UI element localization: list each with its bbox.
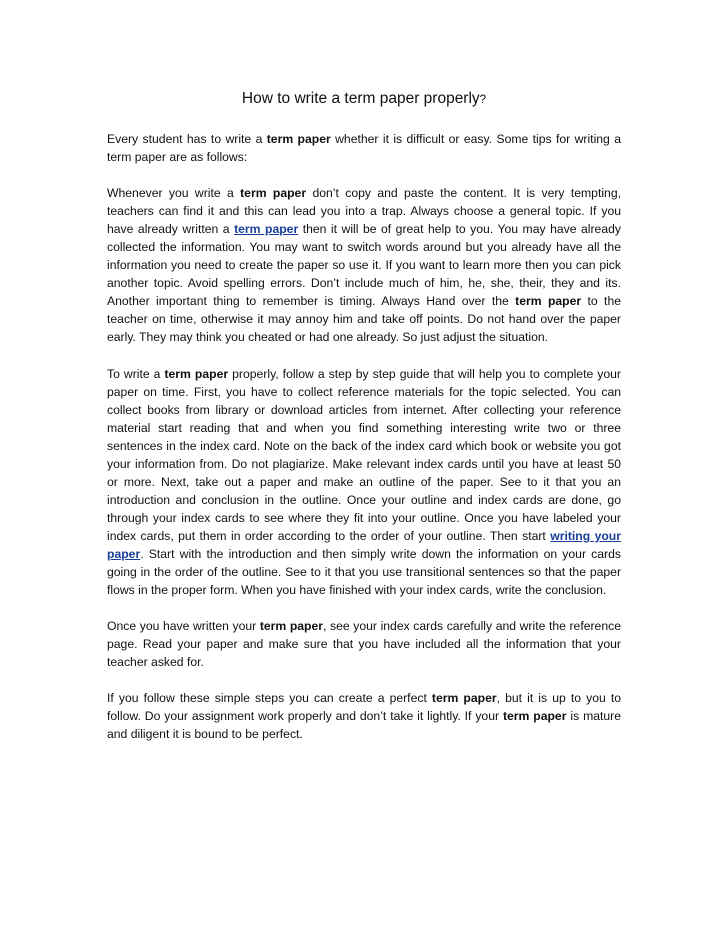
text-run: to the teacher on time, otherwise it may annoy him and take off points. Do not hand over the paper early. They may think you cheated or had one already. So just adjust the situation. — [107, 294, 621, 345]
bold-keyword: term paper — [515, 294, 582, 309]
text-run: , but it is up to you to follow. Do your assignment work properly and don’t take it lightly. If your — [107, 691, 621, 724]
text-run: Every student has to write a — [107, 132, 267, 146]
text-run: don’t copy and paste the content. It is very tempting, teachers can find it and this can lead you into a trap. Always choose a general topic. If you have already written a — [107, 186, 621, 237]
bold-keyword: term paper — [431, 691, 497, 706]
term-paper-link[interactable]: term paper — [234, 222, 299, 237]
paragraph-tips — [107, 184, 621, 346]
text-run: properly, follow a step by step guide that will help you to complete your paper on time. First, you have to collect reference materials for the topic selected. You can collect books from library or download articles from internet. After collecting your reference material start reading that and when you find something interesting write two or three sentences in the index card. Note on the back of the index card which book or website you got your information from. Do not plagiarize. Make relevant index cards until you have at least 50 or more. Next, take out a paper and make an outline of the paper. See to it that you an introduction and conclusion in the outline. Once your outline and index cards are done, go through your index cards to see where they fit into your outline. Once you have labeled your index cards, put them in order according to the order of your outline. Then start — [107, 366, 621, 543]
text-run: , see your index cards carefully and write the reference page. Read your paper and make sure that you have included all the information that your teacher asked for. — [107, 619, 621, 670]
document-title — [107, 89, 621, 110]
bold-keyword: term paper — [259, 619, 324, 634]
text-run: then it will be of great help to you. You may have already collected the information. You may want to switch words around but you already have all the information you need to create the paper so use it. If you want to learn more then you can pick another topic. Avoid spelling errors. Don’t include much of him, he, she, their, they and its. Another important thing to remember is timing. Always Hand over the — [107, 222, 621, 309]
text-run: is mature and diligent it is bound to be perfect. — [107, 709, 621, 742]
text-run: whether it is difficult or easy. Some tips for writing a term paper are as follows: — [107, 132, 621, 165]
text-run: Once you have written your — [107, 619, 260, 634]
paragraph-conclusion — [107, 689, 621, 743]
text-run: Whenever you write a — [107, 186, 241, 201]
title-question-mark: ? — [479, 94, 487, 106]
text-run: If you follow these simple steps you can create a perfect — [107, 691, 432, 706]
text-run: To write a — [107, 366, 165, 381]
term-paper-link[interactable]: writing your paper — [107, 528, 621, 561]
bold-keyword: term paper — [266, 132, 331, 146]
bold-keyword: term paper — [502, 709, 567, 724]
text-run: . Start with the introduction and then simply write down the information on your cards going in the order of the outline. See to it that you use transitional sentences so that the paper flows in the proper form. When you have finished with your index cards, write the conclusion. — [107, 546, 621, 598]
paragraph-intro — [107, 130, 621, 166]
bold-keyword: term paper — [164, 366, 229, 381]
paragraph-steps — [107, 365, 621, 600]
paragraph-review — [107, 617, 621, 671]
title-text: How to write a term paper properly — [241, 90, 480, 107]
document-page — [107, 89, 621, 761]
bold-keyword: term paper — [240, 186, 307, 201]
